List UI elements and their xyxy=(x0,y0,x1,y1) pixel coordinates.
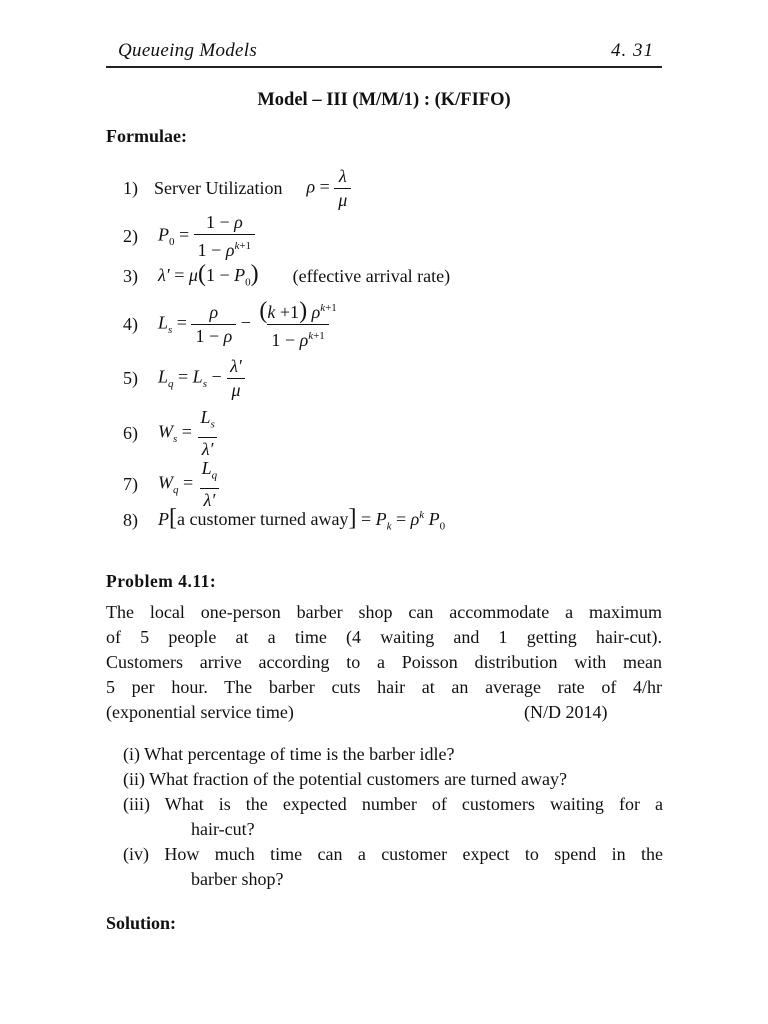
formula-7 xyxy=(123,458,221,511)
formula-number: 6) xyxy=(123,422,138,443)
formula-number: 8) xyxy=(123,510,138,531)
formula-expression: $\lambda' = \mu(1 - P_0)$ xyxy=(158,261,259,289)
problem-line: 5 per hour. The barber cuts hair at an average rate of 4/hr xyxy=(106,677,662,697)
problem-line: of 5 people at a time (4 waiting and 1 getting hair-cut). xyxy=(106,627,662,647)
problem-title: Problem 4.11: xyxy=(106,571,217,591)
formula-1 xyxy=(123,166,351,211)
header-chapter-title: Queueing Models xyxy=(118,40,258,61)
model-title: Model – III (M/M/1) : (K/FIFO) xyxy=(257,90,511,110)
formula-label: Server Utilization xyxy=(154,178,283,198)
formula-3 xyxy=(123,261,451,289)
formulae-label: Formulae: xyxy=(106,126,187,146)
question-item-continuation: hair-cut? xyxy=(191,819,255,839)
formula-expression: $W_s$ = $\frac{L_s}{\lambda'}$ xyxy=(158,407,219,460)
formula-number: 4) xyxy=(123,314,138,334)
question-item: (iii) What is the expected number of customers waiting for a xyxy=(123,794,663,814)
running-header xyxy=(106,38,662,68)
formula-2 xyxy=(123,212,255,261)
formula-note: (effective arrival rate) xyxy=(292,266,451,287)
solution-label: Solution: xyxy=(106,913,177,933)
problem-line-text: (exponential service time) xyxy=(106,702,294,722)
formula-expression: $P_0$ = $\frac{1 - \rho}{1 - \rho^{k+1}}$ xyxy=(158,212,255,261)
problem-statement xyxy=(106,600,662,725)
formula-expression: $W_q$ = $\frac{L_q}{\lambda'}$ xyxy=(158,458,221,511)
question-item: (i) What percentage of time is the barber idle? xyxy=(123,744,455,764)
question-list xyxy=(123,742,663,892)
formula-5 xyxy=(123,356,246,401)
formula-expression: ρ = $\frac{\lambda}{\mu}$ xyxy=(306,166,351,211)
formula-expression: $L_q = L_s$ − $\frac{\lambda'}{\mu}$ xyxy=(158,356,246,401)
problem-line: Customers arrive according to a Poisson distribution with mean xyxy=(106,652,662,672)
formula-number: 3) xyxy=(123,266,138,287)
header-page-number: 4. 31 xyxy=(611,40,654,61)
problem-line xyxy=(106,700,662,725)
question-item-continuation: barber shop? xyxy=(191,869,284,889)
formula-number: 7) xyxy=(123,473,138,494)
question-item: (ii) What fraction of the potential customers are turned away? xyxy=(123,769,567,789)
formula-4 xyxy=(123,298,341,351)
formula-number: 1) xyxy=(123,178,138,198)
formula-expression: P[a customer turned away] = $P_k = \rho^k$ $P_0$ xyxy=(158,505,446,533)
question-item: (iv) How much time can a customer expect to spend in the xyxy=(123,844,663,864)
exam-source: (N/D 2014) xyxy=(524,702,608,722)
formula-number: 5) xyxy=(123,368,138,388)
formula-6 xyxy=(123,407,219,460)
formula-text: a customer turned away xyxy=(177,509,349,529)
problem-line: The local one-person barber shop can accommodate a maximum xyxy=(106,602,662,622)
formula-8 xyxy=(123,505,446,533)
formula-number: 2) xyxy=(123,226,138,246)
formula-expression: $L_s$ = $\frac{\rho}{1 - \rho}$ − $\frac{(k +1) \rho^{k+1}}{1 - \rho^{k+1}}$ xyxy=(158,298,337,350)
